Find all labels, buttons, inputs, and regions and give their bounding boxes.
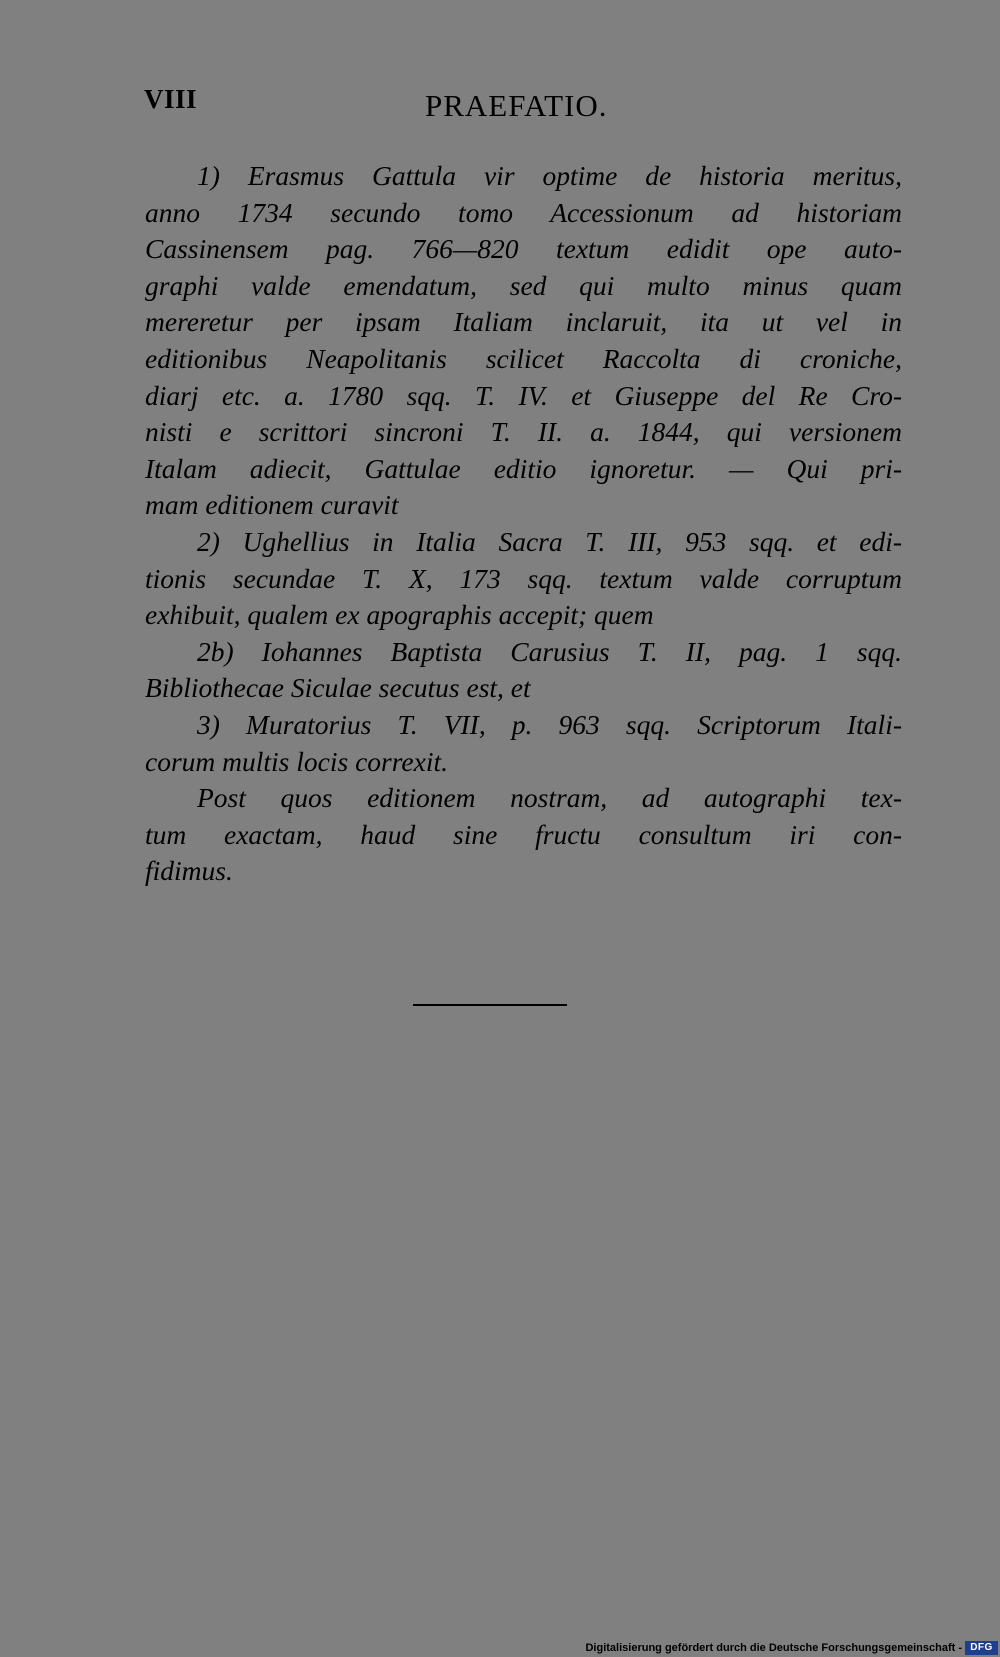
text-line: editionibus Neapolitanis scilicet Raccolta di croniche, [145, 342, 902, 374]
dfg-logo-icon: DFG [965, 1641, 998, 1655]
separator-rule [413, 1004, 567, 1006]
text-line: diarj etc. a. 1780 sqq. T. IV. et Giuseppe del Re Cro- [145, 379, 902, 411]
footer-credit: Digitalisierung gefördert durch die Deutsche Forschungsgemeinschaft - [585, 1642, 962, 1654]
text-line: mam editionem curavit [145, 489, 399, 521]
text-line: nisti e scrittori sincroni T. II. a. 1844, qui versionem [145, 416, 902, 448]
text-line: tum exactam, haud sine fructu consultum iri con- [145, 818, 902, 850]
text-line: 3) Muratorius T. VII, p. 963 sqq. Scriptorum Itali- [197, 708, 902, 740]
page-title: PRAEFATIO. [425, 88, 608, 123]
text-line: 2b) Iohannes Baptista Carusius T. II, pag. 1 sqq. [197, 635, 902, 667]
text-line: anno 1734 secundo tomo Accessionum ad historiam [145, 196, 902, 228]
text-line: exhibuit, qualem ex apographis accepit; quem [145, 599, 654, 631]
page-number: VIII [144, 84, 198, 114]
text-line: tionis secundae T. X, 173 sqq. textum valde corruptum [145, 562, 902, 594]
text-line: Post quos editionem nostram, ad autographi tex- [197, 782, 902, 814]
text-line: fidimus. [145, 855, 233, 887]
text-line: Bibliothecae Siculae secutus est, et [145, 672, 531, 704]
text-line: mereretur per ipsam Italiam inclaruit, ita ut vel in [145, 306, 902, 338]
text-line: 2) Ughellius in Italia Sacra T. III, 953 sqq. et edi- [197, 525, 902, 557]
text-line: Cassinensem pag. 766—820 textum edidit ope auto- [145, 233, 902, 265]
text-line: 1) Erasmus Gattula vir optime de historia meritus, [197, 160, 902, 191]
text-line: Italam adiecit, Gattulae editio ignoretur. — Qui pri- [145, 452, 902, 484]
text-line: corum multis locis correxit. [145, 745, 448, 777]
text-line: graphi valde emendatum, sed qui multo minus quam [145, 269, 902, 301]
preface-text [145, 158, 902, 890]
